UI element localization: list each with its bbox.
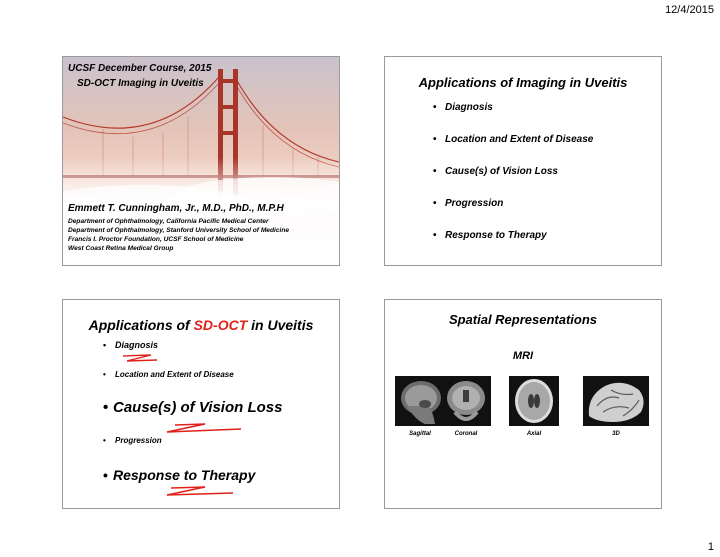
affiliation: West Coast Retina Medical Group — [68, 245, 174, 252]
affiliation: Department of Ophthalmology, California Pacific Medical Center — [68, 218, 269, 225]
slide-spatial-representations — [384, 299, 662, 509]
bullet-item: • Cause(s) of Vision Loss — [103, 399, 283, 416]
slide-title — [62, 56, 340, 266]
slide-applications-sd-oct — [62, 299, 340, 509]
red-underline-annotation — [121, 352, 161, 368]
mri-sagittal-image — [395, 376, 445, 426]
bullet-item: • Diagnosis — [433, 102, 493, 113]
slide-subtitle: MRI — [512, 350, 534, 362]
mri-3d-image — [583, 376, 649, 426]
affiliation: Department of Ophthalmology, Stanford University School of Medicine — [68, 227, 290, 234]
affiliation: Francis I. Proctor Foundation, UCSF School of Medicine — [68, 236, 244, 243]
author-name: Emmett T. Cunningham, Jr., M.D., PhD., M.P.H — [68, 203, 284, 214]
mri-axial-image — [509, 376, 559, 426]
red-underline-annotation — [163, 484, 243, 500]
slide-title: Applications of SD-OCT in Uveitis — [88, 317, 314, 333]
label-coronal: Coronal — [454, 431, 478, 437]
bullet-item: • Progression — [433, 198, 504, 209]
bullet-item: • Diagnosis — [103, 340, 159, 350]
course-topic: SD-OCT Imaging in Uveitis — [77, 78, 204, 89]
slide-title: Applications of Imaging in Uveitis — [418, 75, 628, 90]
bullet-item: • Response to Therapy — [433, 230, 547, 241]
label-axial: Axial — [526, 431, 542, 437]
red-underline-annotation — [161, 420, 251, 440]
date: 12/4/2015 — [665, 4, 714, 16]
course-title: UCSF December Course, 2015 — [68, 63, 212, 74]
slide-title: Spatial Representations — [448, 312, 598, 327]
slide-applications-imaging — [384, 56, 662, 266]
bullet-item: • Location and Extent of Disease — [103, 370, 234, 379]
bullet-item: • Response to Therapy — [103, 467, 256, 483]
label-sagittal: Sagittal — [409, 431, 431, 437]
bullet-item: • Cause(s) of Vision Loss — [433, 166, 558, 177]
mri-coronal-image — [441, 376, 491, 426]
label-3d: 3D — [612, 431, 620, 437]
bullet-item: • Location and Extent of Disease — [433, 134, 594, 145]
page-number: 1 — [707, 541, 714, 553]
bullet-item: • Progression — [103, 436, 162, 445]
